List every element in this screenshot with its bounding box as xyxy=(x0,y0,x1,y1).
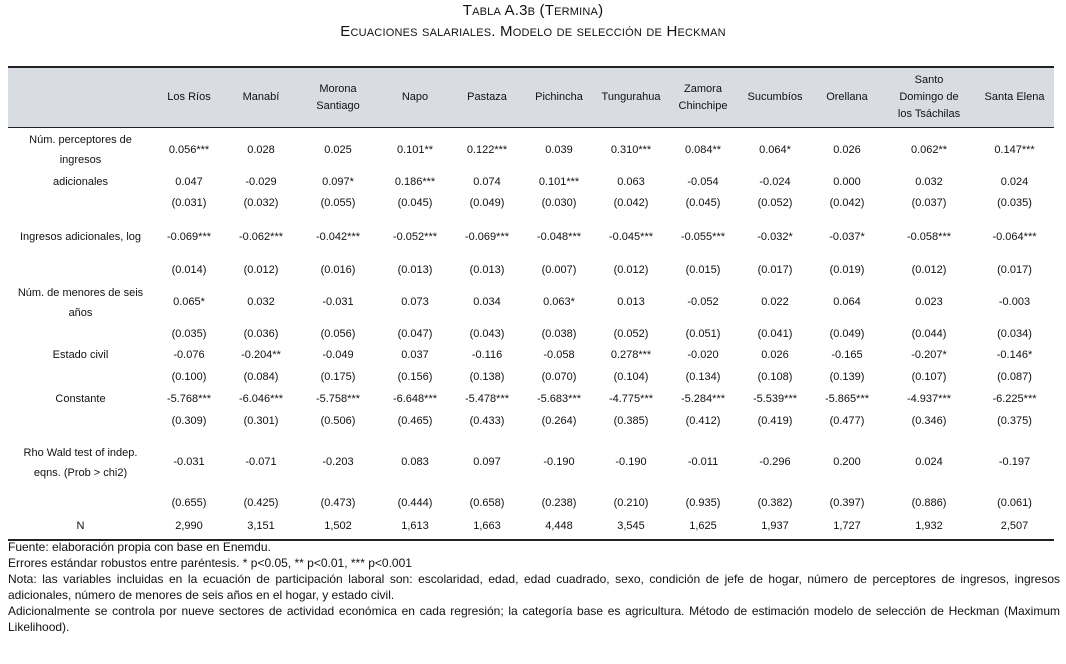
table-cell: (0.465) xyxy=(397,414,433,427)
table-cell: 0.065* xyxy=(173,296,205,308)
table-cell: (0.052) xyxy=(757,196,793,209)
table-cell: -0.204** xyxy=(241,348,281,361)
table-cell: 0.278*** xyxy=(610,348,652,361)
note-errors: Errores estándar robustos entre paréntesis. * p<0.05, ** p<0.01, *** p<0.001 xyxy=(8,556,412,570)
table-cell: (0.444) xyxy=(397,496,433,509)
table-cell: (0.412) xyxy=(685,414,721,427)
table-cell: 0.024 xyxy=(1000,175,1029,188)
table-cell: (0.886) xyxy=(911,496,947,509)
table-cell: 0.097 xyxy=(473,456,501,468)
table-cell: (0.107) xyxy=(911,370,947,383)
table-cell: -4.775*** xyxy=(608,392,654,405)
table-cell: (0.397) xyxy=(829,496,865,509)
table-row xyxy=(8,280,1054,325)
table-cell: (0.477) xyxy=(829,414,865,427)
table-cell: 2,507 xyxy=(975,513,1054,540)
table-row xyxy=(8,260,1054,280)
row-label: adicionales xyxy=(52,176,109,188)
row-label: Núm. perceptores de ingresos xyxy=(29,134,132,166)
table-row xyxy=(8,214,1054,260)
table-cell: (0.032) xyxy=(243,196,279,209)
table-notes xyxy=(8,539,1060,635)
table-cell: 3,545 xyxy=(595,513,667,540)
header-row xyxy=(8,67,1054,128)
table-cell: -0.045*** xyxy=(608,230,654,243)
table-cell: -0.203 xyxy=(322,456,354,468)
table-row xyxy=(8,366,1054,388)
table-cell: 3,151 xyxy=(225,513,297,540)
table-cell: 0.025 xyxy=(324,143,352,156)
table-cell: (0.030) xyxy=(541,196,577,209)
table-cell: -0.146* xyxy=(996,348,1033,361)
table-cell: 0.047 xyxy=(175,175,203,188)
table-cell: -0.055*** xyxy=(680,230,726,243)
table-cell: (0.139) xyxy=(829,370,865,383)
table-cell: (0.108) xyxy=(757,370,793,383)
table-cell: 0.023 xyxy=(915,296,943,308)
table-cell: 0.063* xyxy=(543,296,575,308)
column-header: Napo xyxy=(379,67,451,128)
table-cell: (0.425) xyxy=(243,496,279,509)
table-cell: (0.301) xyxy=(243,414,279,427)
table-cell: (0.041) xyxy=(757,328,793,340)
table-cell: (0.052) xyxy=(613,328,649,340)
row-label: Constante xyxy=(55,393,106,405)
table-cell: -5.539*** xyxy=(752,392,798,405)
table-cell: (0.012) xyxy=(911,263,947,276)
row-label xyxy=(8,493,153,513)
table-cell: -0.071 xyxy=(245,456,277,468)
row-label: Rho Wald test of indep. eqns. (Prob > chi2) xyxy=(23,446,138,479)
note-variables: Nota: las variables incluidas en la ecuación de participación laboral son: escolaridad, edad, edad cuadrado, sexo, condición de jefe de hogar, número de perceptores de ingresos, ingresos adicionales, número de menores de seis años en el hogar, y estado civil. xyxy=(8,572,1060,602)
table-cell: -0.003 xyxy=(998,296,1031,308)
table-cell: (0.061) xyxy=(997,496,1032,509)
table-cell: (0.433) xyxy=(469,414,505,427)
table-cell: -4.937*** xyxy=(906,392,952,405)
table-cell: -0.052 xyxy=(687,296,719,308)
table-cell: (0.309) xyxy=(171,414,207,427)
table-cell: (0.070) xyxy=(541,370,577,383)
table-row xyxy=(8,432,1054,493)
table-cell: 0.074 xyxy=(473,175,501,188)
table-cell: -6.046*** xyxy=(238,392,284,405)
table-cell: (0.175) xyxy=(320,370,356,383)
table-row xyxy=(8,172,1054,192)
table-cell: -0.207* xyxy=(911,348,947,361)
table-cell: (0.012) xyxy=(613,263,649,276)
table-cell: (0.036) xyxy=(243,328,279,340)
table-cell: (0.055) xyxy=(320,196,356,209)
table-cell: -0.058*** xyxy=(906,230,952,243)
table-title: Tabla A.3b (Termina) xyxy=(462,2,604,19)
table-cell: (0.419) xyxy=(757,414,793,427)
table-cell: (0.034) xyxy=(997,328,1032,340)
column-header: Sucumbíos xyxy=(739,67,811,128)
table-cell: (0.031) xyxy=(171,196,207,209)
table-cell: 2,990 xyxy=(153,513,225,540)
table-cell: (0.051) xyxy=(685,328,721,340)
table-cell: 1,663 xyxy=(451,513,523,540)
table-cell: (0.210) xyxy=(613,496,649,509)
table-cell: 0.097* xyxy=(322,175,354,188)
table-cell: 0.032 xyxy=(247,296,275,308)
row-label xyxy=(8,260,153,280)
table-cell: (0.038) xyxy=(541,328,577,340)
table-cell: 0.026 xyxy=(761,348,789,361)
column-header: Manabí xyxy=(225,67,297,128)
row-label xyxy=(8,192,153,214)
column-header: Pichincha xyxy=(523,67,595,128)
table-cell: (0.346) xyxy=(911,414,947,427)
table-cell: -0.058 xyxy=(543,348,575,361)
table-cell: (0.045) xyxy=(685,196,721,209)
table-cell: 0.101** xyxy=(396,143,434,156)
column-header: Morona Santiago xyxy=(297,67,379,128)
table-cell: 0.062** xyxy=(910,143,948,156)
column-header: Pastaza xyxy=(451,67,523,128)
table-cell: -0.049 xyxy=(322,348,354,361)
table-cell: 0.083 xyxy=(401,456,429,468)
table-cell: -6.225*** xyxy=(992,392,1037,405)
table-cell: -0.054 xyxy=(687,175,719,188)
table-cell: 1,727 xyxy=(811,513,883,540)
table-cell: (0.156) xyxy=(397,370,433,383)
table-cell: 0.101*** xyxy=(538,175,580,188)
table-cell: (0.016) xyxy=(320,263,356,276)
table-cell: 1,625 xyxy=(667,513,739,540)
row-label xyxy=(8,410,153,432)
table-cell: (0.056) xyxy=(320,328,356,340)
table-cell: 0.024 xyxy=(915,456,943,468)
table-cell: (0.013) xyxy=(397,263,433,276)
table-cell: (0.044) xyxy=(911,328,947,340)
table-cell: -0.032* xyxy=(757,230,793,243)
table-cell: 0.056*** xyxy=(168,143,210,156)
table-cell: (0.506) xyxy=(320,414,356,427)
table-cell: (0.035) xyxy=(997,196,1032,209)
table-cell: -0.031 xyxy=(173,456,205,468)
table-cell: 0.026 xyxy=(833,143,861,156)
table-cell: -0.116 xyxy=(471,348,503,361)
table-cell: (0.049) xyxy=(829,328,865,340)
table-cell: (0.007) xyxy=(541,263,577,276)
table-cell: (0.134) xyxy=(685,370,721,383)
regression-table xyxy=(8,66,1054,541)
column-header: Santo Domingo de los Tsáchilas xyxy=(883,67,975,128)
table-cell: (0.019) xyxy=(829,263,865,276)
table-cell: (0.012) xyxy=(243,263,279,276)
table-cell: -5.478*** xyxy=(464,392,510,405)
table-cell: (0.385) xyxy=(613,414,649,427)
row-label xyxy=(8,325,153,344)
table-cell: 0.084** xyxy=(684,143,722,156)
table-cell: -6.648*** xyxy=(392,392,438,405)
table-cell: -0.069*** xyxy=(464,230,510,243)
table-cell: -0.062*** xyxy=(238,230,284,243)
table-cell: (0.015) xyxy=(685,263,721,276)
table-row xyxy=(8,325,1054,344)
note-additional: Adicionalmente se controla por nueve sectores de actividad económica en cada regresión; la categoría base es agricultura. Método de estimación modelo de selección de Heckman (Maximum Likelihood). xyxy=(8,604,1060,634)
table-subtitle: Ecuaciones salariales. Modelo de selección de Heckman xyxy=(340,23,726,40)
header-corner xyxy=(8,67,153,128)
table-cell: -0.197 xyxy=(998,456,1031,468)
table-cell: 0.022 xyxy=(761,296,789,308)
table-cell: (0.037) xyxy=(911,196,947,209)
table-cell: (0.049) xyxy=(469,196,505,209)
row-label: Ingresos adicionales, log xyxy=(19,231,142,243)
table-cell: (0.138) xyxy=(469,370,505,383)
table-cell: -0.031 xyxy=(322,296,354,308)
table-cell: 0.037 xyxy=(401,348,429,361)
table-body xyxy=(8,128,1054,541)
table-row xyxy=(8,388,1054,410)
table-row xyxy=(8,192,1054,214)
table-cell: (0.655) xyxy=(171,496,207,509)
table-cell: 0.310*** xyxy=(610,143,652,156)
table-cell: 1,932 xyxy=(883,513,975,540)
table-row xyxy=(8,128,1054,173)
table-cell: (0.045) xyxy=(397,196,433,209)
column-header: Zamora Chinchipe xyxy=(667,67,739,128)
table-cell: (0.014) xyxy=(171,263,207,276)
table-cell: 0.034 xyxy=(473,296,501,308)
table-cell: (0.935) xyxy=(685,496,721,509)
table-cell: 0.064 xyxy=(833,296,861,308)
table-cell: (0.264) xyxy=(541,414,577,427)
table-cell: 4,448 xyxy=(523,513,595,540)
table-cell: -0.165 xyxy=(831,348,863,361)
table-cell: (0.658) xyxy=(469,496,505,509)
table-row xyxy=(8,493,1054,513)
table-cell: 1,613 xyxy=(379,513,451,540)
table-cell: -0.064*** xyxy=(992,230,1037,243)
table-cell: 1,937 xyxy=(739,513,811,540)
column-header: Santa Elena xyxy=(975,67,1054,128)
column-header: Los Ríos xyxy=(153,67,225,128)
table-cell: -0.190 xyxy=(615,456,647,468)
table-cell: (0.042) xyxy=(613,196,649,209)
table-cell: 0.000 xyxy=(833,175,861,188)
table-cell: -5.683*** xyxy=(536,392,582,405)
table-cell: -0.042*** xyxy=(315,230,361,243)
table-cell: 1,502 xyxy=(297,513,379,540)
table-cell: -5.284*** xyxy=(680,392,726,405)
column-header: Tungurahua xyxy=(595,67,667,128)
row-label: Núm. de menores de seis años xyxy=(17,286,144,319)
table-cell: (0.017) xyxy=(757,263,793,276)
table-cell: (0.042) xyxy=(829,196,865,209)
table-cell: (0.087) xyxy=(997,370,1032,383)
row-label xyxy=(8,366,153,388)
table-cell: 0.064* xyxy=(759,143,791,156)
table-cell: (0.084) xyxy=(243,370,279,383)
table-cell: (0.382) xyxy=(757,496,793,509)
table-cell: -5.865*** xyxy=(824,392,870,405)
table-cell: (0.238) xyxy=(541,496,577,509)
table-cell: (0.017) xyxy=(997,263,1032,276)
table-cell: 0.063 xyxy=(617,175,645,188)
table-cell: 0.200 xyxy=(833,456,861,468)
table-cell: 0.073 xyxy=(401,296,429,308)
table-cell: -0.024 xyxy=(759,175,791,188)
table-cell: (0.047) xyxy=(397,328,433,340)
table-cell: -0.048*** xyxy=(536,230,582,243)
table-cell: 0.032 xyxy=(915,175,943,188)
column-header: Orellana xyxy=(811,67,883,128)
table-cell: 0.147*** xyxy=(994,143,1035,156)
table-cell: -5.758*** xyxy=(315,392,361,405)
table-row xyxy=(8,344,1054,366)
table-cell: (0.104) xyxy=(613,370,649,383)
table-cell: 0.122*** xyxy=(466,143,508,156)
table-cell: -0.069*** xyxy=(166,230,212,243)
table-cell: -0.190 xyxy=(543,456,575,468)
table-cell: (0.035) xyxy=(171,328,207,340)
table-cell: -0.052*** xyxy=(392,230,438,243)
table-cell: -0.011 xyxy=(687,456,719,468)
table-cell: -0.296 xyxy=(759,456,791,468)
table-cell: (0.043) xyxy=(469,328,505,340)
table-cell: -0.029 xyxy=(245,175,277,188)
table-cell: -0.037* xyxy=(829,230,865,243)
table-cell: (0.100) xyxy=(171,370,207,383)
table-cell: (0.013) xyxy=(469,263,505,276)
table-cell: -5.768*** xyxy=(166,392,212,405)
note-source: Fuente: elaboración propia con base en Enemdu. xyxy=(8,540,271,554)
table-cell: -0.076 xyxy=(173,348,205,361)
row-label: N xyxy=(8,513,153,540)
table-cell: 0.186*** xyxy=(394,175,436,188)
table-cell: (0.473) xyxy=(320,496,356,509)
table-cell: 0.039 xyxy=(545,143,573,156)
table-row xyxy=(8,410,1054,432)
table-cell: (0.375) xyxy=(997,414,1032,427)
table-cell: -0.020 xyxy=(687,348,719,361)
table-cell: 0.028 xyxy=(247,143,275,156)
table-row xyxy=(8,513,1054,540)
table-cell: 0.013 xyxy=(617,296,645,308)
row-label: Estado civil xyxy=(52,349,109,361)
